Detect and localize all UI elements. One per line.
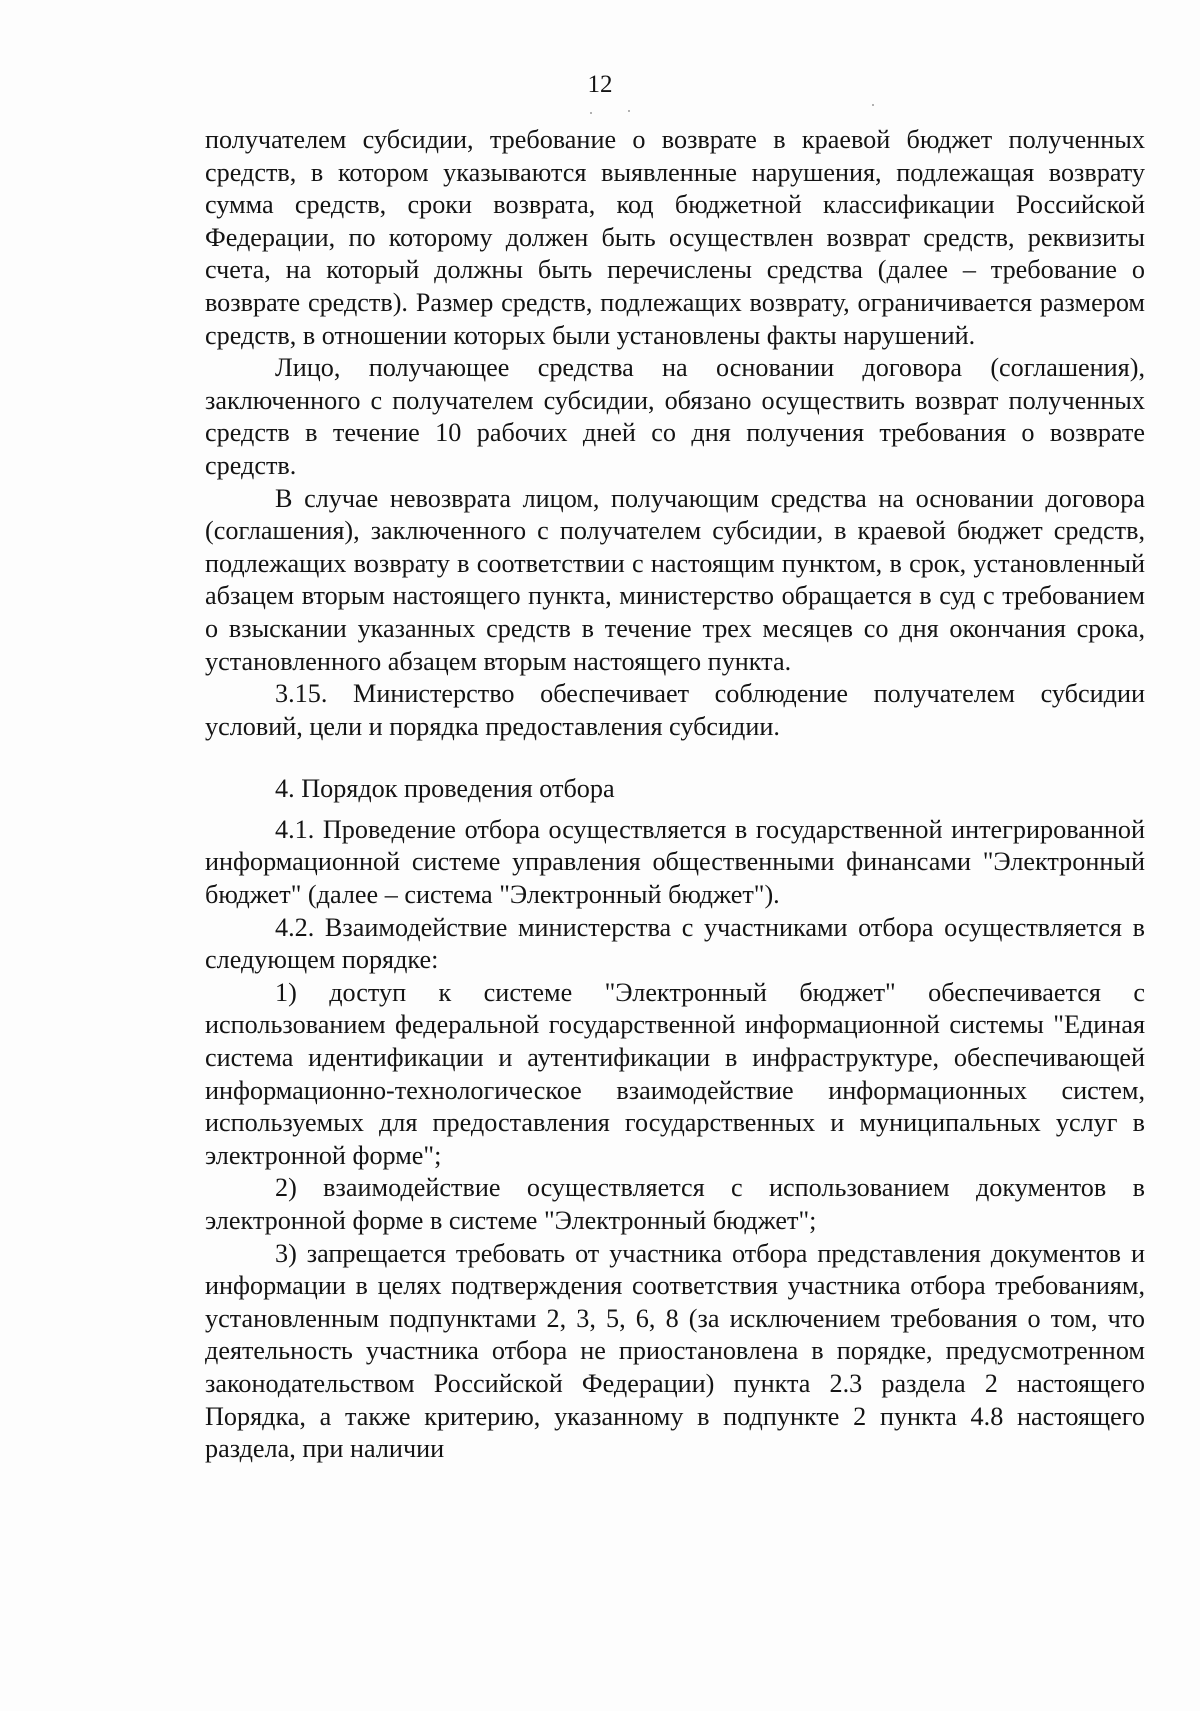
paragraph-non-refund-case: В случае невозврата лицом, получающим средства на основании договора (соглашения), заключенного с получателем субсидии, в краевой бюджет средств, подлежащих возврату в соответствии с настоящим пунктом, в срок, установленный абзацем вторым настоящего пункта, министерство обращается в суд с требованием о взыскании указанных средств в течение трех месяцев со дня окончания срока, установленного абзацем вторым настоящего пункта. <box>205 483 1145 676</box>
list-item-3: 3) запрещается требовать от участника отбора представления документов и информации в целях подтверждения соответствия участника отбора требованиям, установленным подпунктами 2, 3, 5, 6, 8 (за исключением требования о том, что деятельность участника отбора не приостановлена в порядке, предусмотренном законодательством Российской Федерации) пункта 2.3 раздела 2 настоящего Порядка, а также критерию, указанному в подпункте 2 пункта 4.8 настоящего раздела, при наличии <box>205 1238 1145 1464</box>
paragraph-continuation: получателем субсидии, требование о возврате в краевой бюджет полученных средств, в котором указываются выявленные нарушения, подлежащая возврату сумма средств, сроки возврата, код бюджетной классификации Российской Федерации, по которому должен быть осуществлен возврат средств, реквизиты счета, на который должны быть перечислены средства (далее – требование о возврате средств). Размер средств, подлежащих возврату, ограничивается размером средств, в отношении которых были установлены факты нарушений. <box>205 125 1145 350</box>
list-item-1: 1) доступ к системе "Электронный бюджет" обеспечивается с использованием федеральной государственной информационной системы "Единая система идентификации и аутентификации в инфраструктуре, обеспечивающей информационно-технологическое взаимодействие информационных систем, используемых для предоставления государственных и муниципальных услуг в электронной форме"; <box>205 977 1145 1170</box>
paragraph-4-2: 4.2. Взаимодействие министерства с участниками отбора осуществляется в следующем порядке: <box>205 912 1145 975</box>
scan-speck <box>872 104 874 106</box>
paragraph-3-15: 3.15. Министерство обеспечивает соблюдение получателем субсидии условий, цели и порядка предоставления субсидии. <box>205 679 1145 741</box>
section-heading: 4. Порядок проведения отбора <box>275 774 615 804</box>
paragraph-refund-obligation: Лицо, получающее средства на основании договора (соглашения), заключенного с получателем субсидии, обязано осуществить возврат полученных средств в течение 10 рабочих дней со дня получения требования о возврате средств. <box>205 353 1145 480</box>
document-body <box>205 124 1145 1466</box>
list-item-2: 2) взаимодействие осуществляется с использованием документов в электронной форме в системе "Электронный бюджет"; <box>205 1173 1145 1235</box>
scan-speck <box>628 110 630 112</box>
page-number: 12 <box>587 71 613 98</box>
paragraph-4-1: 4.1. Проведение отбора осуществляется в государственной интегрированной информационной системе управления общественными финансами "Электронный бюджет" (далее – система "Электронный бюджет"). <box>205 814 1145 910</box>
scan-speck <box>590 112 592 114</box>
